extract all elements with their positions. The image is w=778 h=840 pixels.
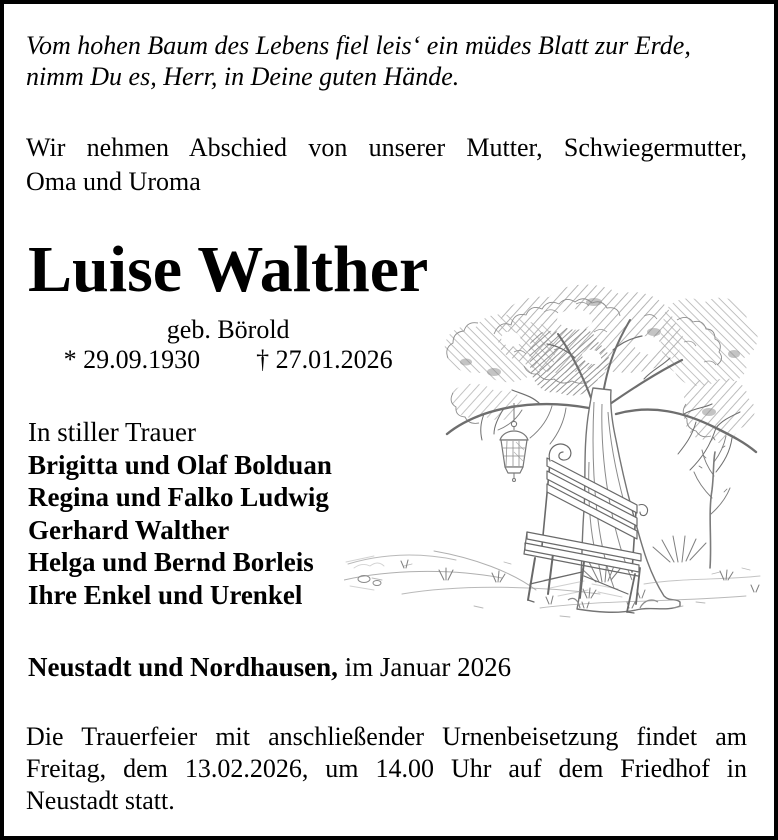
mourner: Helga und Bernd Borleis xyxy=(28,547,314,577)
mourning-intro: In stiller Trauer xyxy=(28,417,196,447)
mourner: Brigitta und Olaf Bolduan xyxy=(28,449,332,480)
sapling xyxy=(694,436,730,568)
mourner: Regina und Falko Ludwig xyxy=(28,482,329,512)
birth-date: * 29.09.1930 xyxy=(63,345,201,374)
quote-line: Vom hohen Baum des Lebens fiel leis‘ ein müdes Blatt zur Erde, xyxy=(26,31,691,60)
intro-line: Wir nehmen Abschied von unserer Mutter, Schwiegermutter, xyxy=(26,133,747,162)
tree-bench-lantern-sketch xyxy=(344,262,768,630)
opening-quote xyxy=(26,30,756,92)
date-text: im Januar 2026 xyxy=(344,652,512,682)
deceased-name: Luise Walther xyxy=(28,233,429,306)
funeral-line: Freitag, dem 13.02.2026, um 14.00 Uhr auf dem Friedhof in xyxy=(26,754,747,783)
quote-line: nimm Du es, Herr, in Deine guten Hände. xyxy=(26,62,460,91)
intro-line: Oma und Uroma xyxy=(26,167,201,196)
place-and-date xyxy=(28,651,511,683)
funeral-line: Die Trauerfeier mit anschließender Urnenbeisetzung findet am xyxy=(26,722,747,751)
funeral-line: Neustadt statt. xyxy=(26,786,175,815)
mourner: Gerhard Walther xyxy=(28,514,230,545)
place-text: Neustadt und Nordhausen, xyxy=(28,652,338,682)
maiden-name: geb. Börold xyxy=(166,315,290,344)
mourners-list xyxy=(28,416,332,611)
farewell-intro xyxy=(26,131,747,199)
mourner: Ihre Enkel und Urenkel xyxy=(28,579,303,610)
funeral-details xyxy=(26,721,747,817)
death-date: † 27.01.2026 xyxy=(256,345,393,374)
